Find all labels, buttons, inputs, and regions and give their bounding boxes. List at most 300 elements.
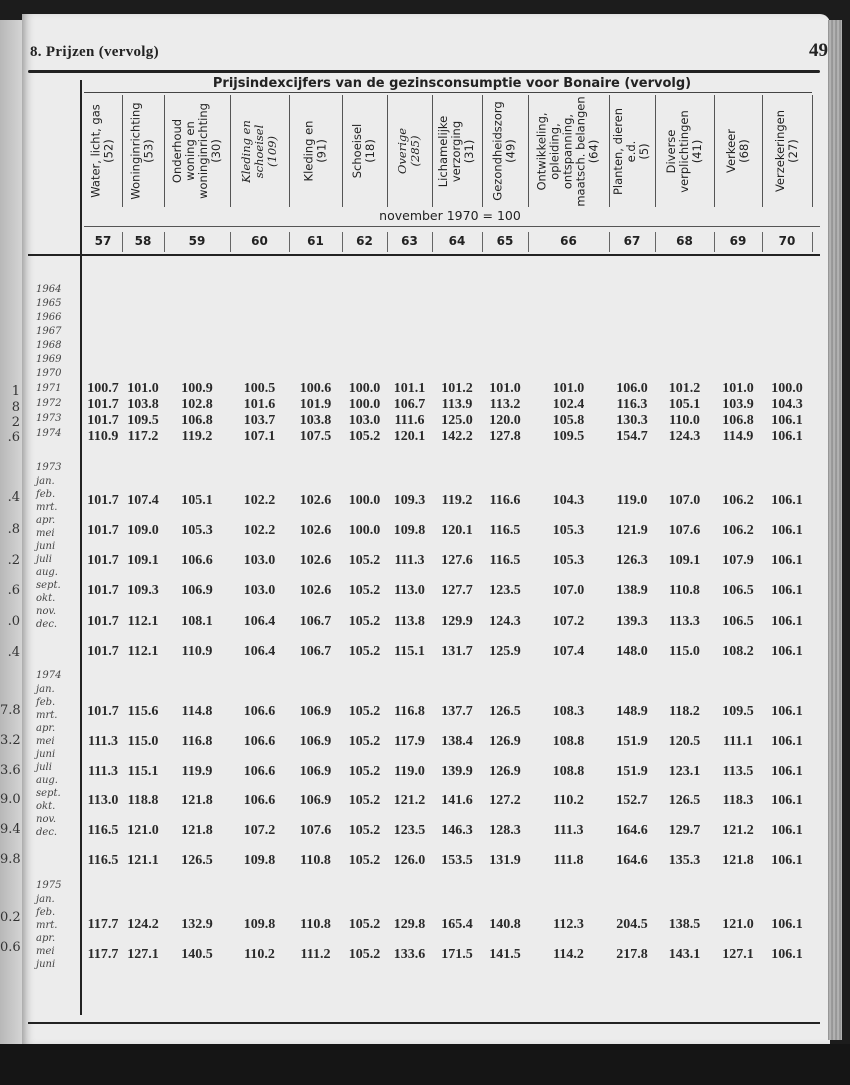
- table-cell: 103.0: [243, 583, 276, 598]
- table-cell: 106.1: [771, 553, 803, 568]
- table-cell: 105.2: [348, 734, 381, 749]
- table-cell: 101.7: [87, 614, 119, 629]
- column-header-line: ontspanning,: [561, 113, 576, 189]
- row-stub-label: dec.: [36, 619, 58, 630]
- table-cell: 123.1: [668, 764, 701, 779]
- column-number: 70: [762, 232, 813, 252]
- table-cell: 106.1: [771, 853, 803, 868]
- table-cell: 101.0: [127, 381, 159, 396]
- table-cell: 120.5: [668, 734, 701, 749]
- column-header: [289, 95, 343, 207]
- table-cell: 142.2: [441, 429, 473, 444]
- row-stub-label: mei: [36, 736, 55, 747]
- table-row: [84, 853, 820, 869]
- row-stub-label: dec.: [36, 827, 58, 838]
- row-stub-label: apr.: [36, 515, 56, 526]
- column-header-line: (18): [363, 139, 378, 163]
- table-cell: 103.0: [243, 553, 276, 568]
- table-cell: 114.9: [722, 429, 754, 444]
- column-header: [714, 95, 763, 207]
- previous-page-fragment: 9.0: [0, 792, 21, 807]
- row-stub-label: mrt.: [36, 502, 58, 513]
- table-cell: 117.7: [87, 947, 119, 962]
- table-cell: 103.7: [243, 413, 276, 428]
- table-cell: 106.1: [771, 734, 803, 749]
- table-cell: 116.3: [616, 397, 648, 412]
- column-header-label: [397, 128, 423, 174]
- row-stub-label: jan.: [36, 684, 55, 695]
- table-group-title: Prijsindexcijfers van de gezinsconsumptie voor Bonaire (vervolg): [212, 76, 692, 91]
- table-cell: 111.2: [300, 947, 331, 962]
- table-cell: 124.3: [668, 429, 701, 444]
- table-cell: 108.1: [181, 614, 213, 629]
- column-number: 61: [289, 232, 343, 252]
- table-bottom-rule: [28, 1022, 820, 1024]
- table-cell: 119.0: [616, 493, 648, 508]
- row-stub-label: mrt.: [36, 920, 58, 931]
- table-cell: 106.6: [243, 734, 276, 749]
- table-cell: 121.2: [722, 823, 754, 838]
- column-header-label: [438, 115, 477, 186]
- column-header-line: Planten, dieren: [611, 107, 626, 195]
- table-cell: 107.4: [552, 644, 585, 659]
- column-header-label: [665, 110, 704, 193]
- column-number: 60: [230, 232, 290, 252]
- table-cell: 101.9: [299, 397, 332, 412]
- table-cell: 101.0: [722, 381, 754, 396]
- table-cell: 101.2: [668, 381, 701, 396]
- table-cell: 126.0: [393, 853, 426, 868]
- table-cell: 105.2: [348, 947, 381, 962]
- row-stub-label: sept.: [36, 788, 61, 799]
- row-stub-label: 1970: [36, 368, 62, 379]
- table-cell: 126.5: [181, 853, 213, 868]
- table-cell: 105.2: [348, 917, 381, 932]
- column-header-line: Water, licht, gas: [89, 104, 103, 198]
- table-cell: 127.6: [441, 553, 473, 568]
- column-number: 63: [387, 232, 433, 252]
- table-cell: 146.3: [441, 823, 473, 838]
- table-cell: 101.7: [87, 523, 119, 538]
- column-header-label: [725, 129, 751, 173]
- table-cell: 106.4: [243, 644, 276, 659]
- table-cell: 109.3: [393, 493, 426, 508]
- table-cell: 143.1: [668, 947, 701, 962]
- table-cell: 103.8: [299, 413, 332, 428]
- column-header-line: opleiding,: [548, 122, 563, 180]
- column-header-line: Schoeisel: [350, 123, 365, 179]
- table-cell: 101.7: [87, 397, 119, 412]
- column-header-line: (31): [462, 139, 477, 163]
- table-row: [84, 397, 820, 413]
- table-cell: 106.9: [299, 764, 332, 779]
- table-cell: 113.2: [489, 397, 521, 412]
- column-header-line: (285): [408, 135, 423, 167]
- table-cell: 109.5: [552, 429, 585, 444]
- column-header: [164, 95, 231, 207]
- table-row: [84, 381, 820, 397]
- row-stub-label: feb.: [36, 907, 56, 918]
- table-cell: 121.8: [722, 853, 754, 868]
- table-cell: 129.7: [668, 823, 701, 838]
- row-stub-label: juni: [36, 749, 56, 760]
- column-header-line: Overige: [395, 127, 410, 175]
- row-stub-label: mei: [36, 946, 55, 957]
- table-cell: 112.1: [127, 614, 159, 629]
- table-cell: 106.5: [722, 583, 754, 598]
- table-cell: 105.8: [552, 413, 585, 428]
- table-cell: 106.0: [616, 381, 648, 396]
- row-stub-label: 1969: [36, 354, 62, 365]
- table-cell: 120.1: [393, 429, 426, 444]
- table-cell: 119.0: [394, 764, 425, 779]
- table-cell: 113.0: [394, 583, 425, 598]
- row-stub-label: jan.: [36, 894, 55, 905]
- column-header-line: Verzekeringen: [773, 109, 787, 193]
- table-cell: 138.9: [616, 583, 648, 598]
- table-cell: 104.3: [552, 493, 585, 508]
- table-cell: 100.0: [348, 523, 381, 538]
- table-cell: 131.7: [441, 644, 473, 659]
- table-cell: 110.8: [669, 583, 700, 598]
- table-cell: 121.8: [181, 793, 213, 808]
- table-cell: 105.2: [348, 614, 381, 629]
- table-cell: 101.7: [87, 553, 119, 568]
- table-cell: 105.1: [668, 397, 701, 412]
- table-cell: 165.4: [441, 917, 473, 932]
- previous-page-fragment: .8: [7, 522, 20, 537]
- table-cell: 101.7: [87, 704, 119, 719]
- table-cell: 102.2: [243, 493, 276, 508]
- table-cell: 106.1: [771, 704, 803, 719]
- column-header-line: (27): [786, 139, 800, 163]
- table-cell: 126.5: [489, 704, 521, 719]
- table-cell: 110.2: [553, 793, 584, 808]
- table-cell: 126.5: [668, 793, 701, 808]
- table-cell: 105.2: [348, 553, 381, 568]
- background-dark: [0, 1044, 850, 1085]
- table-cell: 117.9: [394, 734, 425, 749]
- table-cell: 109.5: [722, 704, 754, 719]
- table-cell: 148.0: [616, 644, 648, 659]
- table-cell: 129.8: [393, 917, 426, 932]
- table-cell: 124.2: [127, 917, 159, 932]
- table-cell: 117.7: [87, 917, 119, 932]
- row-stub-label: nov.: [36, 814, 57, 825]
- table-cell: 119.2: [441, 493, 473, 508]
- table-cell: 113.5: [722, 764, 754, 779]
- table-cell: 117.2: [127, 429, 159, 444]
- table-cell: 106.4: [243, 614, 276, 629]
- column-header-line: Onderhoud: [170, 118, 185, 184]
- table-cell: 100.0: [348, 381, 381, 396]
- table-cell: 113.9: [441, 397, 473, 412]
- table-cell: 107.6: [668, 523, 701, 538]
- column-number: 58: [122, 232, 165, 252]
- table-top-rule: [28, 70, 820, 73]
- table-cell: 109.8: [393, 523, 426, 538]
- table-cell: 106.9: [299, 704, 332, 719]
- table-cell: 107.1: [243, 429, 276, 444]
- column-number: 68: [655, 232, 715, 252]
- table-cell: 139.9: [441, 764, 473, 779]
- table-cell: 102.8: [181, 397, 213, 412]
- table-cell: 106.6: [243, 793, 276, 808]
- table-cell: 109.5: [127, 413, 159, 428]
- previous-page-fragment: .2: [7, 553, 20, 568]
- row-stub-label: 1972: [36, 398, 62, 409]
- table-cell: 109.1: [668, 553, 701, 568]
- table-cell: 138.5: [668, 917, 701, 932]
- column-header-line: (64): [587, 139, 602, 163]
- table-cell: 106.2: [722, 493, 754, 508]
- table-cell: 106.1: [771, 429, 803, 444]
- table-cell: 113.0: [87, 793, 119, 808]
- column-header-line: woninginrichting: [196, 103, 211, 199]
- table-cell: 105.2: [348, 704, 381, 719]
- table-cell: 101.0: [552, 381, 585, 396]
- column-header-line: maatsch. belangen: [574, 95, 589, 207]
- column-header: [432, 95, 483, 207]
- table-cell: 106.1: [771, 917, 803, 932]
- table-cell: 101.1: [393, 381, 426, 396]
- table-cell: 106.8: [722, 413, 754, 428]
- column-number: 59: [164, 232, 231, 252]
- row-stub-label: apr.: [36, 933, 56, 944]
- table-cell: 101.7: [87, 583, 119, 598]
- table-cell: 111.1: [723, 734, 753, 749]
- table-cell: 139.3: [616, 614, 648, 629]
- row-stub-label: 1968: [36, 340, 62, 351]
- previous-page-fragment: .6: [7, 583, 20, 598]
- table-cell: 105.2: [348, 853, 381, 868]
- table-cell: 126.9: [489, 734, 521, 749]
- table-cell: 121.1: [127, 853, 159, 868]
- row-stub-label: feb.: [36, 489, 56, 500]
- row-stub-label: 1974: [36, 670, 62, 681]
- table-row: [84, 917, 820, 933]
- table-cell: 100.6: [299, 381, 332, 396]
- column-header-line: (68): [737, 139, 751, 163]
- column-header: [762, 95, 813, 207]
- table-cell: 114.2: [553, 947, 584, 962]
- table-cell: 107.0: [668, 493, 701, 508]
- table-cell: 151.9: [616, 764, 648, 779]
- row-stub-label: okt.: [36, 801, 56, 812]
- column-header-line: (91): [314, 139, 329, 163]
- table-cell: 127.1: [127, 947, 159, 962]
- table-cell: 115.0: [669, 644, 700, 659]
- table-cell: 109.8: [243, 853, 276, 868]
- column-header-label: [171, 103, 223, 199]
- row-stub-label: juli: [36, 762, 52, 773]
- table-cell: 115.6: [127, 704, 159, 719]
- table-cell: 103.0: [348, 413, 381, 428]
- table-cell: 102.6: [299, 523, 332, 538]
- table-cell: 106.1: [771, 644, 803, 659]
- table-cell: 116.6: [489, 493, 521, 508]
- row-stub-label: 1974: [36, 428, 62, 439]
- table-cell: 102.2: [243, 523, 276, 538]
- table-cell: 105.2: [348, 644, 381, 659]
- previous-page-fragment: 8: [11, 400, 20, 415]
- column-header-label: [352, 124, 378, 178]
- table-cell: 113.3: [669, 614, 700, 629]
- column-header: [387, 95, 433, 207]
- table-cell: 105.3: [181, 523, 213, 538]
- table-cell: 148.9: [616, 704, 648, 719]
- table-cell: 111.6: [394, 413, 425, 428]
- table-row: [84, 583, 820, 599]
- table-cell: 111.3: [394, 553, 425, 568]
- table-cell: 101.7: [87, 493, 119, 508]
- table-cell: 124.3: [489, 614, 521, 629]
- base-period-note: november 1970 = 100: [379, 208, 521, 223]
- table-cell: 112.1: [127, 644, 159, 659]
- row-stub-label: 1973: [36, 462, 62, 473]
- table-cell: 108.3: [552, 704, 585, 719]
- column-header-line: woning en: [183, 121, 198, 181]
- previous-page-fragment: 3.2: [0, 733, 21, 748]
- previous-page-fragment: .0: [7, 614, 20, 629]
- table-cell: 137.7: [441, 704, 473, 719]
- column-header-line: Lichamelijke: [436, 115, 451, 187]
- column-number: 65: [482, 232, 529, 252]
- table-cell: 101.7: [87, 644, 119, 659]
- table-cell: 106.5: [722, 614, 754, 629]
- table-cell: 120.1: [441, 523, 473, 538]
- row-stub-label: 1975: [36, 880, 62, 891]
- column-number: 57: [84, 232, 123, 252]
- table-cell: 127.7: [441, 583, 473, 598]
- table-cell: 112.3: [553, 917, 584, 932]
- table-cell: 110.9: [87, 429, 119, 444]
- table-row: [84, 429, 820, 445]
- table-row: [84, 823, 820, 839]
- table-cell: 116.5: [489, 553, 521, 568]
- table-cell: 107.2: [243, 823, 276, 838]
- column-header-line: e.d.: [624, 140, 639, 162]
- table-cell: 100.0: [348, 397, 381, 412]
- table-cell: 107.0: [552, 583, 585, 598]
- table-row: [84, 523, 820, 539]
- table-cell: 127.1: [722, 947, 754, 962]
- table-cell: 102.4: [552, 397, 585, 412]
- table-cell: 105.2: [348, 429, 381, 444]
- table-cell: 125.0: [441, 413, 473, 428]
- column-header-label: [613, 107, 652, 194]
- header-bottom-rule: [28, 254, 820, 256]
- previous-page-fragment: 9.8: [0, 852, 21, 867]
- column-header-label: [303, 121, 329, 182]
- table-cell: 102.6: [299, 553, 332, 568]
- table-cell: 171.5: [441, 947, 473, 962]
- table-cell: 115.0: [127, 734, 159, 749]
- row-stub-label: apr.: [36, 723, 56, 734]
- running-head: 8. Prijzen (vervolg): [30, 44, 159, 60]
- table-cell: 115.1: [127, 764, 159, 779]
- previous-page-fragment: 7.8: [0, 703, 21, 718]
- table-cell: 164.6: [616, 853, 648, 868]
- table-cell: 120.0: [489, 413, 521, 428]
- table-cell: 121.9: [616, 523, 648, 538]
- column-header-line: (41): [690, 139, 705, 163]
- table-cell: 103.8: [127, 397, 159, 412]
- column-header-line: Kleding en: [301, 120, 316, 182]
- column-header-line: verzorging: [449, 120, 464, 182]
- table-cell: 119.9: [181, 764, 213, 779]
- previous-page-fragment: .6: [7, 430, 20, 445]
- table-cell: 106.7: [299, 644, 332, 659]
- table-cell: 105.3: [552, 523, 585, 538]
- table-row: [84, 704, 820, 720]
- table-cell: 108.8: [552, 764, 585, 779]
- column-header: [342, 95, 388, 207]
- table-row: [84, 553, 820, 569]
- table-cell: 111.3: [88, 734, 118, 749]
- table-cell: 131.9: [489, 853, 521, 868]
- table-cell: 154.7: [616, 429, 648, 444]
- table-cell: 105.2: [348, 764, 381, 779]
- table-row: [84, 413, 820, 429]
- table-cell: 110.2: [244, 947, 275, 962]
- column-header: [230, 95, 290, 207]
- row-stub-label: feb.: [36, 697, 56, 708]
- table-cell: 105.3: [552, 553, 585, 568]
- previous-page-fragment: 0.6: [0, 940, 21, 955]
- table-cell: 102.6: [299, 493, 332, 508]
- table-cell: 123.5: [489, 583, 521, 598]
- table-cell: 106.1: [771, 793, 803, 808]
- table-cell: 100.7: [87, 381, 119, 396]
- column-header: [122, 95, 165, 207]
- table-row: [84, 793, 820, 809]
- table-cell: 133.6: [393, 947, 426, 962]
- row-stub-label: 1966: [36, 312, 62, 323]
- previous-page-fragment: .4: [7, 490, 20, 505]
- row-stub-label: 1967: [36, 326, 62, 337]
- row-stub-label: aug.: [36, 775, 58, 786]
- row-stub-label: sept.: [36, 580, 61, 591]
- table-cell: 105.2: [348, 793, 381, 808]
- table-cell: 110.0: [669, 413, 700, 428]
- table-cell: 135.3: [668, 853, 701, 868]
- table-cell: 107.9: [722, 553, 754, 568]
- table-cell: 115.1: [394, 644, 425, 659]
- table-cell: 126.3: [616, 553, 648, 568]
- table-cell: 130.3: [616, 413, 648, 428]
- table-cell: 114.8: [181, 704, 213, 719]
- table-cell: 109.0: [127, 523, 159, 538]
- table-cell: 110.8: [300, 917, 331, 932]
- column-number: 69: [714, 232, 763, 252]
- table-cell: 106.9: [299, 793, 332, 808]
- table-cell: 108.2: [722, 644, 754, 659]
- column-header-label: [130, 102, 156, 199]
- previous-page-fragment: 0.2: [0, 910, 21, 925]
- row-stub-label: 1973: [36, 413, 62, 424]
- page-stack-edge: [828, 20, 842, 1040]
- column-header: [609, 95, 656, 207]
- table-cell: 153.5: [441, 853, 473, 868]
- table-cell: 107.5: [299, 429, 332, 444]
- column-header-label: [90, 104, 116, 197]
- table-cell: 119.2: [181, 429, 213, 444]
- table-cell: 110.8: [300, 853, 331, 868]
- table-cell: 110.9: [181, 644, 213, 659]
- stub-divider: [80, 80, 82, 1015]
- table-cell: 116.5: [87, 853, 119, 868]
